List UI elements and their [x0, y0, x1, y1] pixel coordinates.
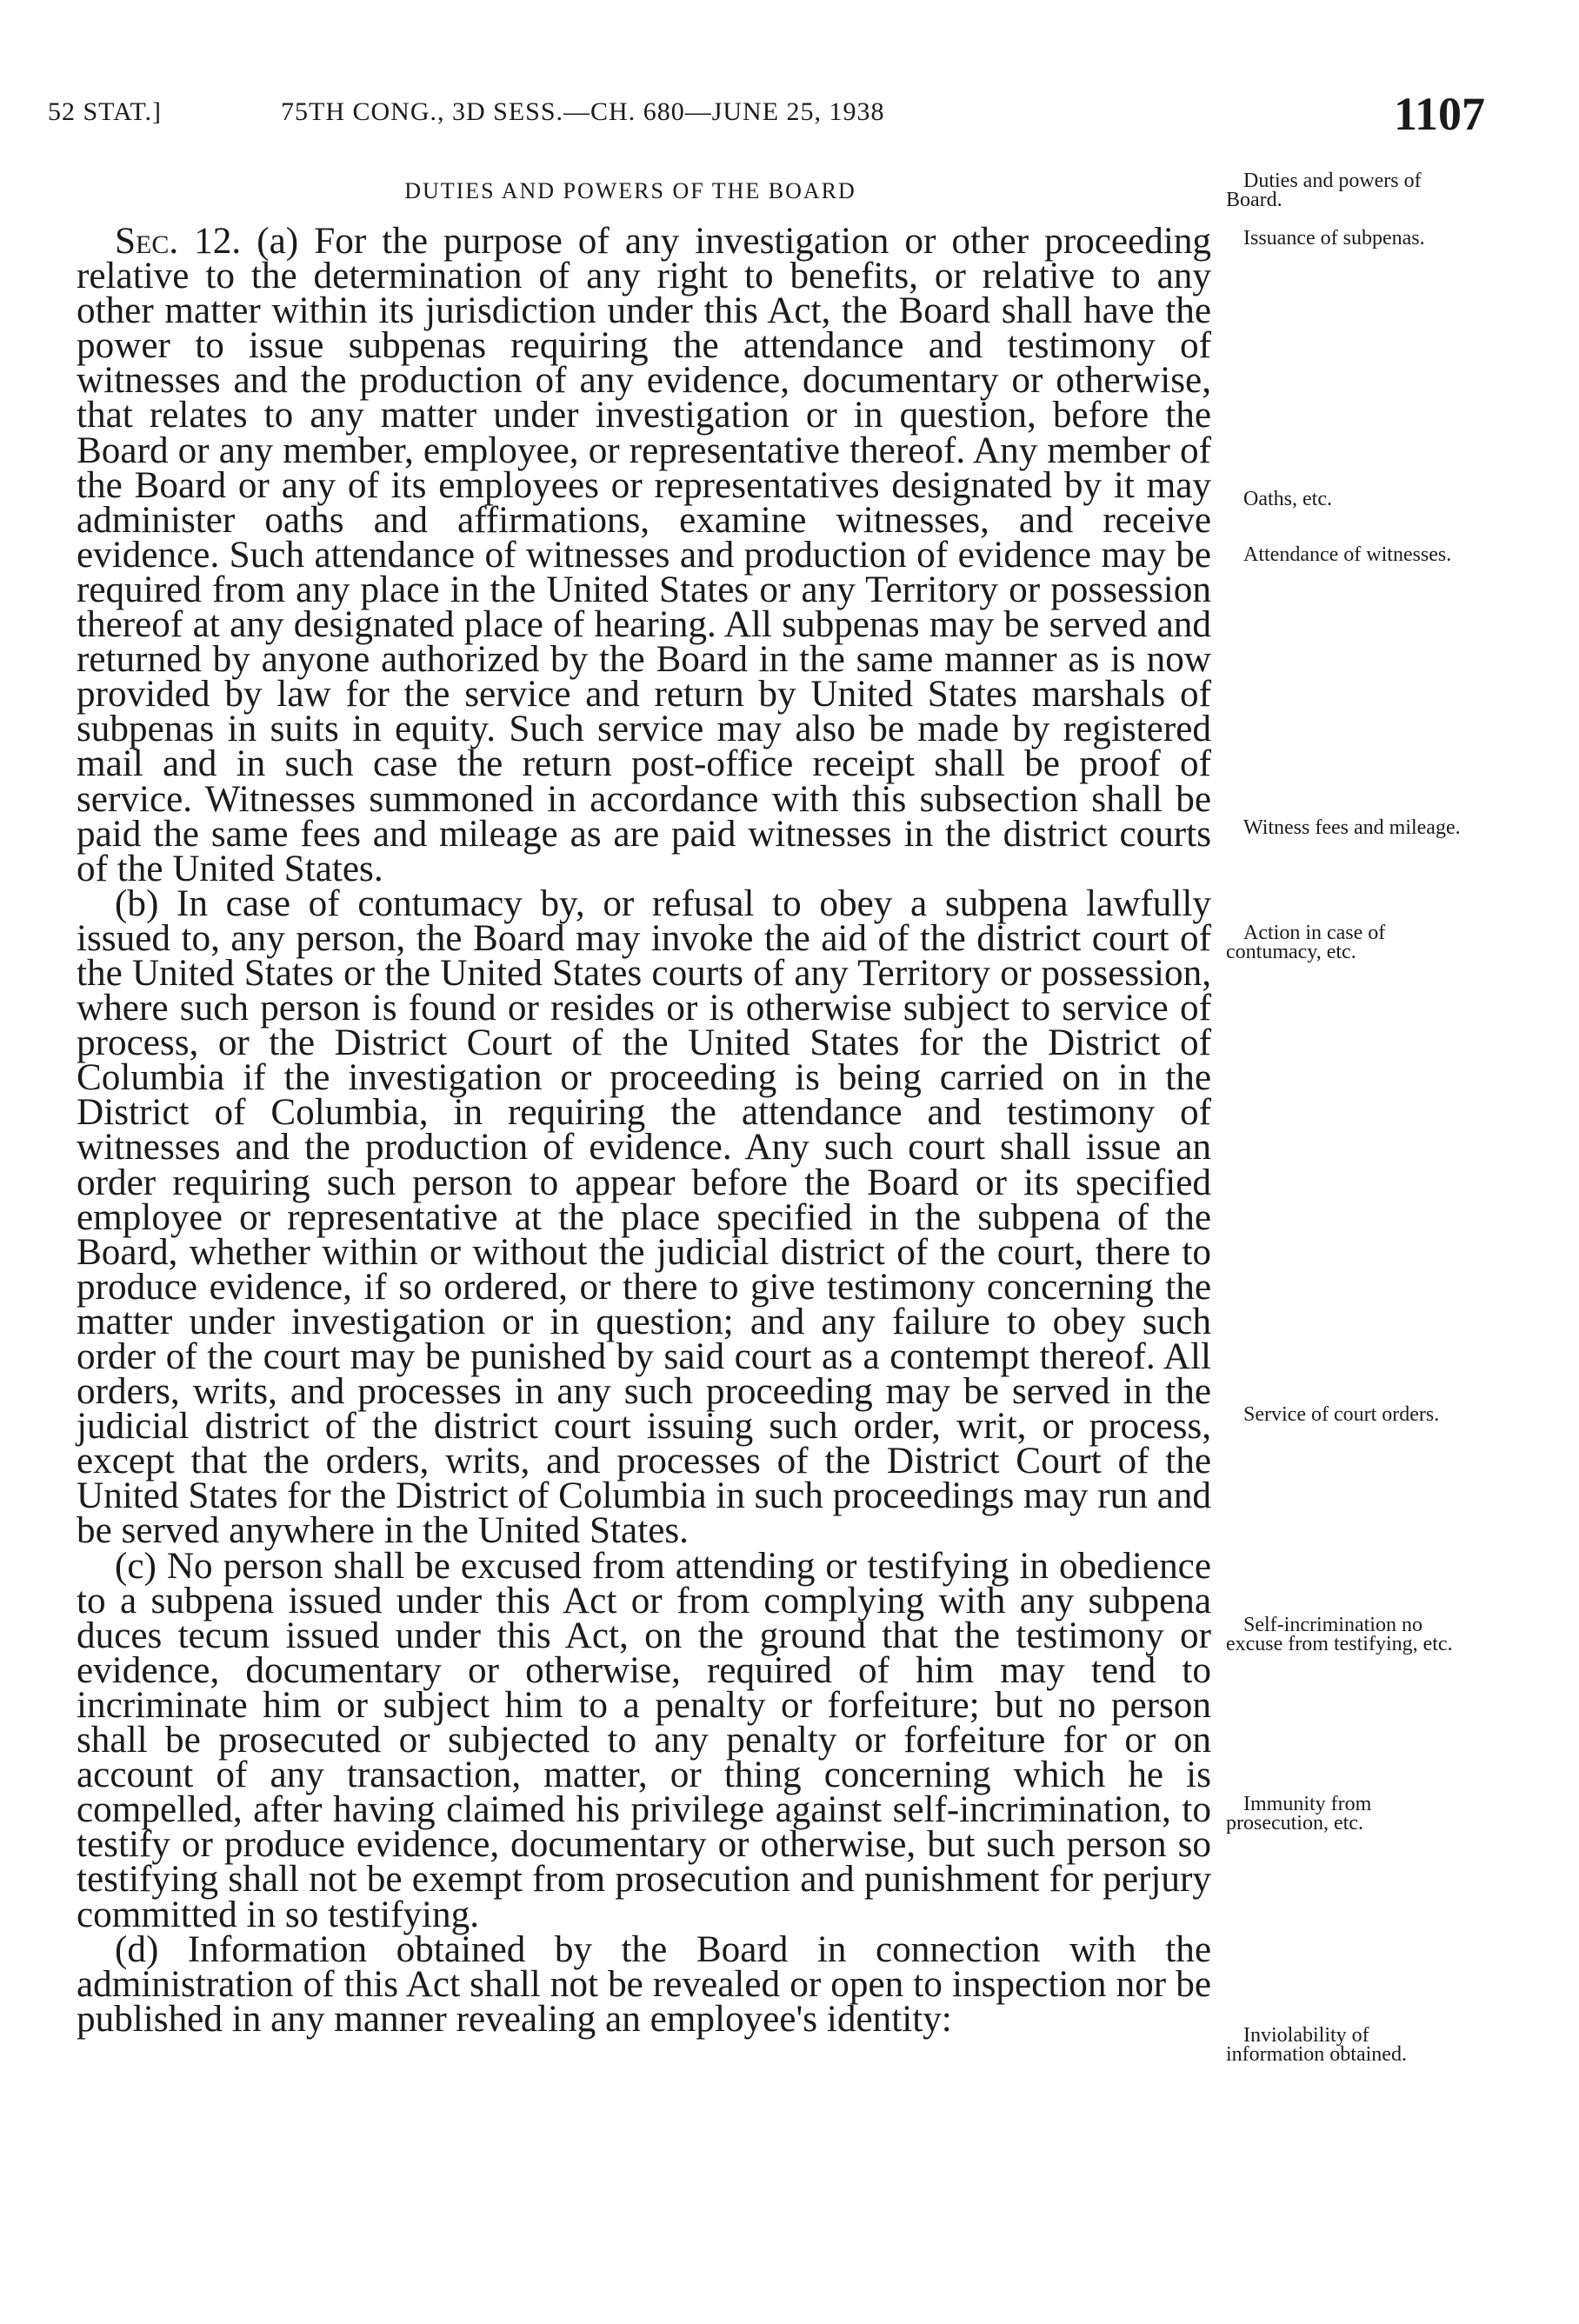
margin-note-witness-fees: Witness fees and mileage. [1243, 816, 1461, 839]
margin-note-subpenas: Issuance of subpenas. [1243, 227, 1425, 250]
paragraph-b: (b) In case of contumacy by, or refusal to obey a subpena lawfully issued to, any person, the Board may invoke the aid of the district court of the United States or the United States courts of any Territory or possession, where such person is found or resides or is otherwise subject to service of process, or the District Court of the United States for the District of Columbia if the investigation or proceeding is being carried on in the District of Columbia, in requiring the attendance and testimony of witnesses and the production of evidence. Any such court shall issue an order requiring such person to appear before the Board or its specified employee or representative at the place specified in the subpena of the Board, whether within or without the judicial district of the court, there to produce evidence, if so ordered, or there to give testimony concerning the matter under investigation or in question; and any failure to obey such order of the court may be punished by said court as a contempt thereof. All orders, writs, and processes in any such proceeding may be served in the judicial district of the district court issuing such order, writ, or process, except that the orders, writs, and processes of the District Court of the United States for the District of Columbia in such proceedings may run and be served anywhere in the United States. [77, 882, 1211, 1552]
margin-note-immunity: Immunity from prosecution, etc. [1226, 1793, 1372, 1835]
margin-note-service-orders: Service of court orders. [1243, 1403, 1440, 1426]
statute-body [77, 221, 1212, 2040]
volume-reference: 52 STAT.] [48, 97, 163, 126]
section-number: Sec. 12. [115, 221, 242, 262]
margin-note-self-incrimination: Self-incrimination no excuse from testifying, etc. [1226, 1614, 1453, 1655]
margin-note-oaths: Oaths, etc. [1243, 488, 1332, 510]
paragraph-a [77, 221, 1212, 889]
margin-note-attendance: Attendance of witnesses. [1243, 543, 1452, 566]
page-number: 1107 [1393, 88, 1485, 140]
running-head [48, 88, 1485, 146]
margin-note-inviolability: Inviolability of information obtained. [1226, 2024, 1407, 2066]
paragraph-c: (c) No person shall be excused from attending or testifying in obedience to a subpena issued under this Act or from complying with any subpena duces tecum issued under this Act, on the ground that the testimony or evidence, documentary or otherwise, required of him may tend to incriminate him or subject him to a penalty or forfeiture; but no person shall be prosecuted or subjected to any penalty or forfeiture for or on account of any transaction, matter, or thing concerning which he is compelled, after having claimed his privilege against self-incrimination, to testify or produce evidence, documentary or otherwise, but such person so testifying shall not be exempt from prosecution and punishment for perjury committed in so testifying. [77, 1545, 1211, 1935]
paragraph-d: (d) Information obtained by the Board in connection with the administration of this Act shall not be revealed or open to inspection nor be published in any manner revealing an employee's identity: [77, 1928, 1211, 2040]
section-heading: DUTIES AND POWERS OF THE BOARD [404, 178, 856, 203]
margin-note-contumacy: Action in case of contumacy, etc. [1226, 922, 1386, 963]
paragraph-a-text: (a) For the purpose of any investigation or other proceeding relative to the determination of any right to benefits, or relative to any other matter within its jurisdiction under this Act, the Board shall have the power to issue subpenas requiring the attendance and testimony of witnesses and the production of any evidence, documentary or otherwise, that relates to any matter under investigation or in question, before the Board or any member, employee, or representative thereof. Any member of the Board or any of its employees or representatives designated by it may administer oaths and affirmations, examine witnesses, and receive evidence. Such attendance of witnesses and production of evidence may be required from any place in the United States or any Territory or possession thereof at any designated place of hearing. All subpenas may be served and returned by anyone authorized by the Board in the same manner as is now provided by law for the service and return by United States marshals of subpenas in suits in equity. Such service may also be made by registered mail and in such case the return post-office receipt shall be proof of service. Witnesses summoned in accordance with this subsection shall be paid the same fees and mileage as are paid witnesses in the district courts of the United States. [77, 221, 1212, 889]
session-info: 75TH CONG., 3D SESS.—CH. 680—JUNE 25, 1938 [281, 97, 885, 126]
margin-note-duties: Duties and powers of Board. [1226, 170, 1422, 211]
